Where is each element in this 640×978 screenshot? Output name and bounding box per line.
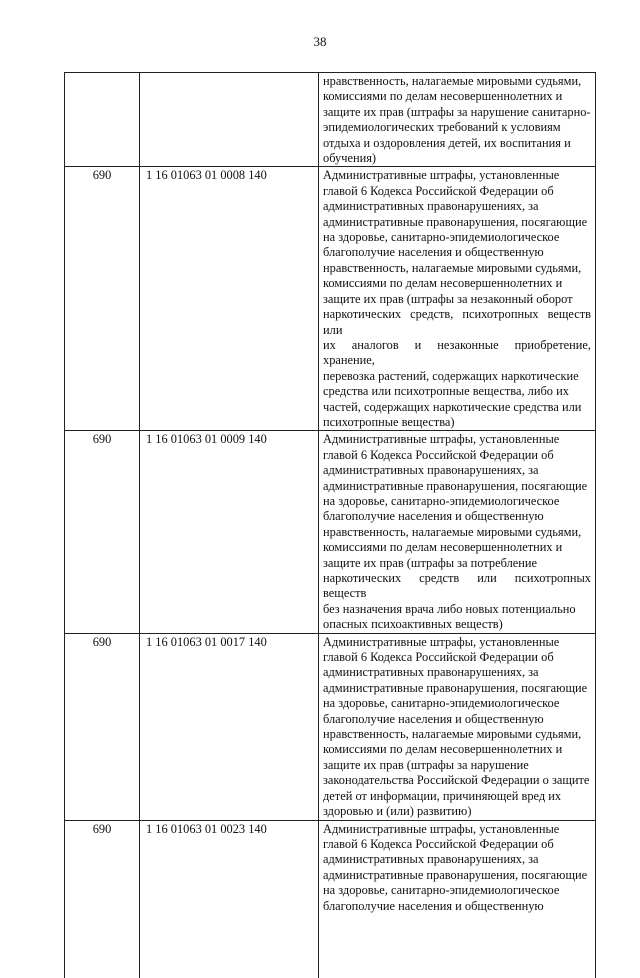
description-line: комиссиями по делам несовершеннолетних и: [323, 540, 563, 555]
description-line: опасных психоактивных веществ): [323, 617, 503, 632]
description-line: главой 6 Кодекса Российской Федерации об: [323, 650, 554, 665]
description-cell: [319, 73, 596, 167]
description-line: на здоровье, санитарно-эпидемиологическое: [323, 493, 560, 508]
description-line: защите их прав (штрафы за нарушение санитарно-: [323, 104, 591, 119]
description-line: психотропные вещества): [323, 414, 455, 429]
description-line: детей от информации, причиняющей вред их: [323, 788, 562, 803]
description-line: благополучие населения и общественную: [323, 245, 544, 260]
description-line: нравственность, налагаемые мировыми судьями,: [323, 524, 582, 539]
description-line: главой 6 Кодекса Российской Федерации об: [323, 836, 554, 851]
description-line: комиссиями по делам несовершеннолетних и: [323, 742, 563, 757]
description-line: без назначения врача либо новых потенциально: [323, 601, 576, 616]
description-line: административные правонарушения, посягающие: [323, 214, 588, 229]
description-line: административных правонарушениях, за: [323, 199, 539, 214]
description-line: защите их прав (штрафы за незаконный оборот: [323, 291, 573, 306]
description-line: нравственность, налагаемые мировыми судьями,: [323, 74, 582, 88]
description-line: административные правонарушения, посягающие: [323, 680, 588, 695]
description-line: отдыха и оздоровления детей, их воспитания и: [323, 135, 571, 150]
description-line: нравственность, налагаемые мировыми судьями,: [323, 260, 582, 275]
description-line: обучения): [323, 151, 377, 166]
description-line: частей, содержащих наркотические средства или: [323, 399, 582, 414]
description-line: на здоровье, санитарно-эпидемиологическое: [323, 230, 560, 245]
description-line: наркотических средств или психотропных веществ: [323, 571, 591, 601]
description-line: Административные штрафы, установленные: [323, 634, 560, 649]
description-line: перевозка растений, содержащих наркотические: [323, 368, 579, 383]
description-line: эпидемиологических требований к условиям: [323, 120, 561, 135]
description-line: защите их прав (штрафы за нарушение: [323, 757, 529, 772]
kbk-code-cell: 1 16 01063 01 0008 140: [140, 167, 319, 431]
description-line: Административные штрафы, установленные: [323, 168, 560, 183]
description-line: Административные штрафы, установленные: [323, 821, 560, 836]
table-row: [65, 820, 596, 978]
description-line: их аналогов и незаконные приобретение, хранение,: [323, 337, 591, 368]
description-line: на здоровье, санитарно-эпидемиологическое: [323, 696, 560, 711]
description-line: законодательства Российской Федерации о защите: [323, 773, 590, 788]
description-cell: [319, 167, 596, 431]
description-line: нравственность, налагаемые мировыми судьями,: [323, 727, 582, 742]
description-line: комиссиями по делам несовершеннолетних и: [323, 276, 563, 291]
description-line: главой 6 Кодекса Российской Федерации об: [323, 447, 554, 462]
budget-code-table: [64, 72, 596, 978]
description-line: здоровью и (или) развитию): [323, 804, 472, 819]
description-line: благополучие населения и общественную: [323, 898, 544, 913]
table-row: [65, 431, 596, 633]
description-cell: [319, 633, 596, 820]
table-row: [65, 633, 596, 820]
kbk-code-cell: [140, 73, 319, 167]
description-line: административные правонарушения, посягающие: [323, 867, 588, 882]
page-number: 38: [313, 34, 327, 49]
description-line: главой 6 Кодекса Российской Федерации об: [323, 183, 554, 198]
description-line: благополучие населения и общественную: [323, 509, 544, 524]
description-line: защите их прав (штрафы за потребление: [323, 555, 538, 570]
table-row: [65, 167, 596, 431]
admin-code-cell: 690: [65, 820, 140, 978]
kbk-code-cell: 1 16 01063 01 0009 140: [140, 431, 319, 633]
description-line: Административные штрафы, установленные: [323, 432, 560, 447]
description-line: административных правонарушениях, за: [323, 852, 539, 867]
description-line: благополучие населения и общественную: [323, 711, 544, 726]
description-cell: [319, 431, 596, 633]
admin-code-cell: 690: [65, 167, 140, 431]
description-line: административных правонарушениях, за: [323, 463, 539, 478]
table-row: [65, 73, 596, 167]
kbk-code-cell: 1 16 01063 01 0023 140: [140, 820, 319, 978]
description-line: комиссиями по делам несовершеннолетних и: [323, 89, 563, 104]
description-line: административные правонарушения, посягающие: [323, 478, 588, 493]
kbk-code-cell: 1 16 01063 01 0017 140: [140, 633, 319, 820]
admin-code-cell: 690: [65, 431, 140, 633]
description-line: на здоровье, санитарно-эпидемиологическое: [323, 883, 560, 898]
admin-code-cell: [65, 73, 140, 167]
description-line: административных правонарушениях, за: [323, 665, 539, 680]
description-cell: [319, 820, 596, 978]
admin-code-cell: 690: [65, 633, 140, 820]
description-line: наркотических средств, психотропных веществ или: [323, 307, 591, 337]
description-line: средства или психотропные вещества, либо их: [323, 384, 569, 399]
